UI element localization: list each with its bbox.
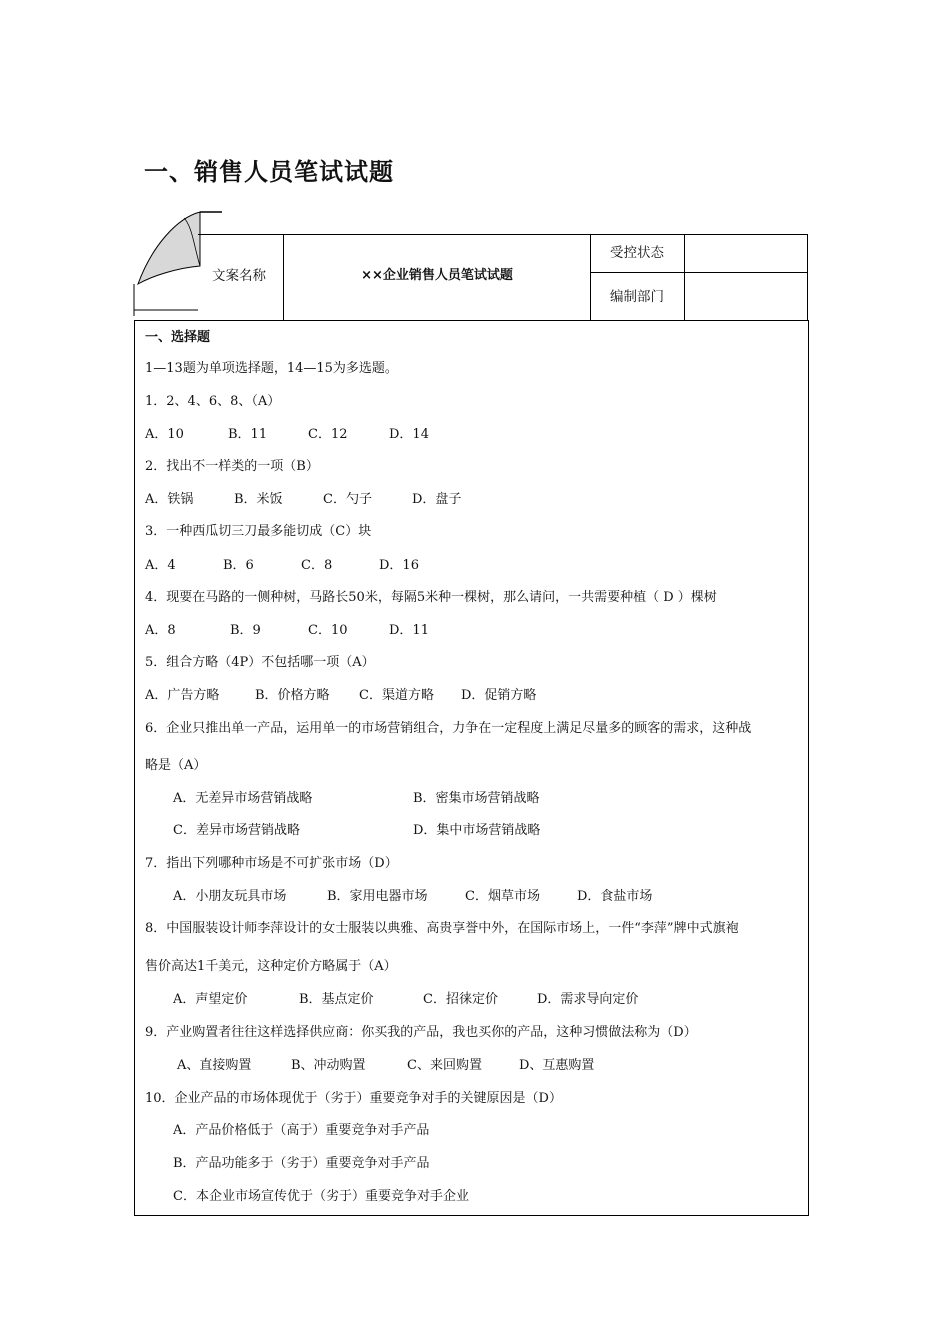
- q3-option-c: C．8: [301, 558, 333, 573]
- question-4: 4．现要在马路的一侧种树，马路长50米，每隔5米种一棵树，那么请问，一共需要种植（ D ）棵树: [145, 590, 717, 605]
- table-border-top: [198, 234, 808, 235]
- table-col-3: [684, 234, 685, 321]
- q2-option-d: D．盘子: [412, 492, 462, 507]
- question-box: [134, 320, 809, 1216]
- q10-option-b: B．产品功能多于（劣于）重要竞争对手产品: [173, 1156, 430, 1171]
- question-6-line2: 略是（A）: [145, 758, 207, 773]
- q6-option-a: A．无差异市场营销战略: [173, 791, 313, 806]
- q7-option-b: B．家用电器市场: [327, 889, 428, 904]
- question-5: 5．组合方略（4P）不包括哪一项（A）: [145, 655, 375, 670]
- q5-option-c: C．渠道方略: [359, 688, 434, 703]
- q5-option-d: D．促销方略: [461, 688, 537, 703]
- question-7: 7．指出下列哪种市场是不可扩张市场（D）: [145, 856, 398, 871]
- q9-option-b: B、冲动购置: [291, 1058, 366, 1073]
- q6-option-d: D．集中市场营销战略: [413, 823, 541, 838]
- intro-text: 1—13题为单项选择题，14—15为多选题。: [145, 361, 398, 376]
- question-8-line2: 售价高达1千美元，这种定价方略属于（A）: [145, 959, 397, 974]
- page-title: 一、销售人员笔试试题: [144, 158, 394, 186]
- q1-option-a: A．10: [145, 427, 184, 442]
- q9-option-c: C、来回购置: [407, 1058, 482, 1073]
- q10-option-a: A．产品价格低于（高于）重要竞争对手产品: [173, 1123, 430, 1138]
- q8-option-c: C．招徕定价: [423, 992, 498, 1007]
- table-col-2: [590, 234, 591, 321]
- q6-option-b: B．密集市场营销战略: [413, 791, 540, 806]
- q7-option-c: C．烟草市场: [465, 889, 540, 904]
- question-3: 3．一种西瓜切三刀最多能切成（C）块: [145, 524, 372, 539]
- q1-option-d: D．14: [389, 427, 429, 442]
- q8-option-b: B．基点定价: [299, 992, 374, 1007]
- q1-option-b: B．11: [228, 427, 268, 442]
- question-9: 9．产业购置者往往这样选择供应商：你买我的产品，我也买你的产品，这种习惯做法称为（D）: [145, 1025, 697, 1040]
- q3-option-b: B．6: [223, 558, 254, 573]
- q6-option-c: C．差异市场营销战略: [173, 823, 300, 838]
- q9-option-d: D、互惠购置: [519, 1058, 595, 1073]
- question-1: 1．2、4、6、8、（A）: [145, 394, 281, 409]
- q10-option-c: C．本企业市场宣传优于（劣于）重要竞争对手企业: [173, 1189, 469, 1204]
- q1-option-c: C．12: [308, 427, 348, 442]
- q7-option-a: A．小朋友玩具市场: [173, 889, 287, 904]
- q2-option-b: B．米饭: [234, 492, 283, 507]
- label-control-status: 受控状态: [610, 245, 664, 261]
- question-10: 10．企业产品的市场体现优于（劣于）重要竞争对手的关键原因是（D）: [145, 1091, 562, 1106]
- q9-option-a: A、直接购置: [177, 1058, 252, 1073]
- q8-option-a: A．声望定价: [173, 992, 248, 1007]
- q3-option-a: A．4: [145, 558, 176, 573]
- q2-option-a: A．铁锅: [145, 492, 194, 507]
- q4-option-b: B．9: [230, 623, 261, 638]
- q8-option-d: D．需求导向定价: [537, 992, 639, 1007]
- question-8-line1: 8．中国服装设计师李萍设计的女士服装以典雅、高贵享誉中外，在国际市场上，一件“李萍”牌中式旗袍: [145, 921, 739, 936]
- doc-title: ××企业销售人员笔试试题: [361, 268, 513, 283]
- label-doc-name: 文案名称: [212, 268, 266, 284]
- q5-option-a: A．广告方略: [145, 688, 220, 703]
- q2-option-c: C．勺子: [323, 492, 372, 507]
- q5-option-b: B．价格方略: [255, 688, 330, 703]
- section-title: 一、选择题: [145, 330, 211, 345]
- q3-option-d: D．16: [379, 558, 419, 573]
- table-border-right: [807, 234, 808, 321]
- question-6-line1: 6．企业只推出单一产品，运用单一的市场营销组合，力争在一定程度上满足尽量多的顾客的需求，这种战: [145, 721, 752, 736]
- question-2: 2．找出不一样类的一项（B）: [145, 459, 319, 474]
- q4-option-d: D．11: [389, 623, 429, 638]
- q4-option-a: A．8: [145, 623, 176, 638]
- q7-option-d: D．食盐市场: [577, 889, 653, 904]
- table-divider-mid: [590, 272, 808, 273]
- label-department: 编制部门: [610, 289, 664, 305]
- q4-option-c: C．10: [308, 623, 348, 638]
- page-curl-icon: [132, 206, 227, 316]
